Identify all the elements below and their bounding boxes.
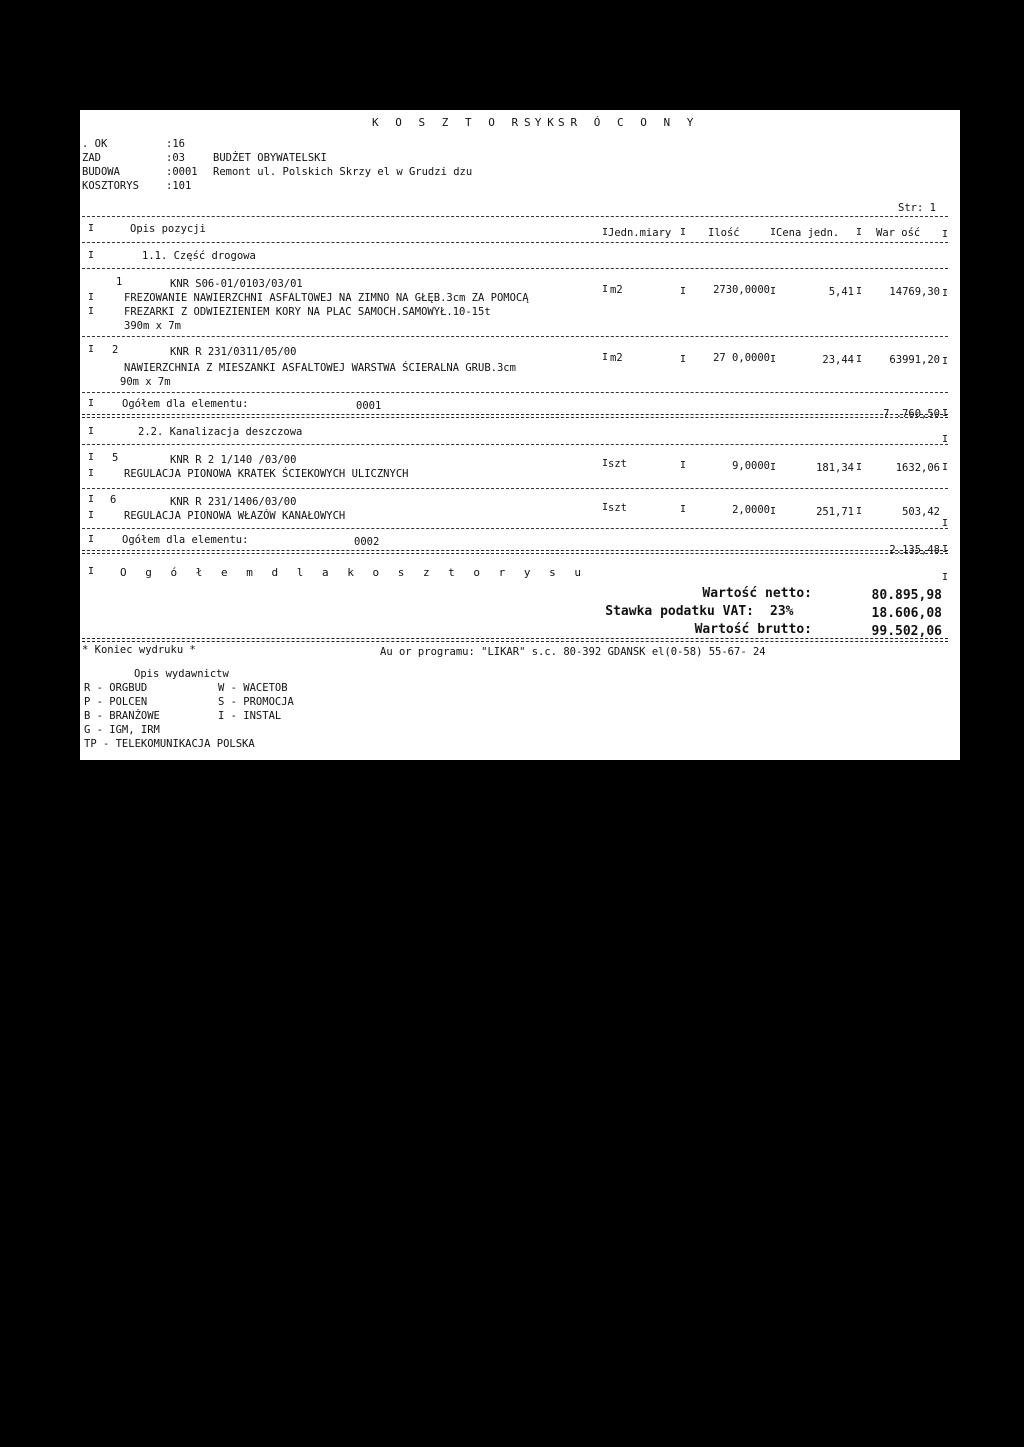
- col-bar: I: [680, 286, 687, 297]
- col-bar: I: [602, 352, 609, 363]
- position-quantity: 2730,0000: [713, 284, 770, 296]
- col-bar: I: [88, 306, 95, 317]
- col-bar: I: [88, 398, 95, 409]
- section-rule: [82, 444, 948, 445]
- col-bar: I: [602, 502, 609, 513]
- meta-budowa-value: :0001: [166, 166, 198, 178]
- document-title-suffix: S K R Ó C O N Y: [524, 116, 699, 129]
- element-total-label: Ogółem dla elementu:: [122, 398, 249, 410]
- position-unit-price: 5,41: [828, 286, 854, 298]
- element-total-value: 2.135,48: [889, 544, 940, 556]
- col-header-wartosc: War ość: [876, 227, 921, 239]
- header-rule-top: [82, 216, 948, 217]
- row-rule: [82, 528, 948, 529]
- col-bar: I: [680, 227, 687, 238]
- position-number: 2: [112, 344, 119, 356]
- position-unit: szt: [608, 458, 627, 470]
- col-bar: I: [856, 462, 863, 473]
- section-title: 2.2. Kanalizacja deszczowa: [138, 426, 303, 438]
- col-bar: I: [942, 356, 949, 367]
- col-bar: I: [770, 227, 777, 238]
- col-bar: I: [680, 504, 687, 515]
- col-bar: I: [770, 286, 777, 297]
- position-desc-line: FREZOWANIE NAWIERZCHNI ASFALTOWEJ NA ZIMNO NA GŁĘB.3cm ZA POMOCĄ: [124, 292, 529, 304]
- col-header-jm: Jedn.miary: [608, 227, 672, 239]
- element-total-code: 0002: [354, 536, 380, 548]
- col-bar: I: [88, 292, 95, 303]
- col-bar: I: [942, 462, 949, 473]
- legend-title: Opis wydawnictw: [134, 668, 229, 680]
- element-total-label: Ogółem dla elementu:: [122, 534, 249, 546]
- position-code: KNR R 231/0311/05/00: [170, 346, 297, 358]
- col-bar: I: [88, 566, 95, 577]
- legend-item: W - WACETOB: [218, 682, 288, 694]
- position-code: KNR S06-01/0103/03/01: [170, 278, 303, 290]
- brutto-label: Wartość brutto:: [694, 622, 812, 637]
- col-bar: I: [942, 408, 949, 419]
- position-quantity: 9,0000: [732, 460, 770, 472]
- col-bar: I: [88, 510, 95, 521]
- double-rule: [82, 414, 948, 418]
- position-desc-line: NAWIERZCHNIA Z MIESZANKI ASFALTOWEJ WARSTWA ŚCIERALNA GRUB.3cm: [124, 362, 516, 374]
- col-bar: I: [88, 344, 95, 355]
- meta-budowa-desc: Remont ul. Polskich Skrzy el w Grudzi dzu: [213, 166, 473, 178]
- end-of-print: * Koniec wydruku *: [82, 644, 196, 656]
- position-quantity: 2,0000: [732, 504, 770, 516]
- col-bar: I: [942, 434, 949, 445]
- row-rule: [82, 392, 948, 393]
- position-code: KNR R 2 1/140 /03/00: [170, 454, 297, 466]
- position-quantity: 27 0,0000: [713, 352, 770, 364]
- meta-ok-value: :16: [166, 138, 185, 150]
- position-desc-line: REGULACJA PIONOWA WŁAZÓW KANAŁOWYCH: [124, 510, 346, 522]
- position-desc-line: REGULACJA PIONOWA KRATEK ŚCIEKOWYCH ULICZNYCH: [124, 468, 409, 480]
- col-bar: I: [770, 462, 777, 473]
- col-bar: I: [88, 534, 95, 545]
- position-unit: m2: [610, 284, 623, 296]
- section-title: 1.1. Część drogowa: [142, 250, 256, 262]
- col-bar: I: [770, 506, 777, 517]
- meta-zad-value: :03: [166, 152, 185, 164]
- col-bar: I: [680, 354, 687, 365]
- position-value: 1632,06: [895, 462, 940, 474]
- position-value: 14769,30: [889, 286, 940, 298]
- position-number: 1: [116, 276, 123, 288]
- vat-label: Stawka podatku VAT:: [605, 604, 754, 619]
- page-number: Str: 1: [898, 202, 936, 214]
- col-bar: I: [680, 460, 687, 471]
- position-desc-line: 390m x 7m: [124, 320, 181, 332]
- col-bar: I: [88, 223, 95, 234]
- position-unit-price: 23,44: [822, 354, 854, 366]
- col-bar: I: [942, 544, 949, 555]
- col-bar: I: [942, 518, 949, 529]
- col-bar: I: [856, 286, 863, 297]
- row-rule: [82, 488, 948, 489]
- col-header-cena: Cena jedn.: [776, 227, 840, 239]
- position-unit: m2: [610, 352, 623, 364]
- legend-item: R - ORGBUD: [84, 682, 148, 694]
- summary-rule: [82, 638, 948, 642]
- col-bar: I: [942, 288, 949, 299]
- meta-kosztorys-value: :101: [166, 180, 192, 192]
- program-author: Au or programu: "LIKAR" s.c. 80-392 GDANSK el(0-58) 55-67- 24: [380, 646, 766, 658]
- col-bar: I: [942, 229, 949, 240]
- legend-item: TP - TELEKOMUNIKACJA POLSKA: [84, 738, 255, 750]
- legend-item: G - IGM, IRM: [84, 724, 160, 736]
- position-desc-line: 90m x 7m: [120, 376, 171, 388]
- col-header-opis: Opis pozycji: [130, 223, 206, 235]
- legend-item: P - POLCEN: [84, 696, 148, 708]
- brutto-value: 99.502,06: [871, 624, 942, 639]
- col-bar: I: [856, 227, 863, 238]
- position-unit-price: 251,71: [816, 506, 854, 518]
- vat-rate: 23%: [770, 604, 794, 619]
- header-rule-bottom: [82, 242, 948, 243]
- document-title: K O S Z T O R Y S: [372, 116, 570, 129]
- position-code: KNR R 231/1406/03/00: [170, 496, 297, 508]
- legend-item: B - BRANŻOWE: [84, 710, 160, 722]
- col-bar: I: [88, 426, 95, 437]
- legend-item: I - INSTAL: [218, 710, 282, 722]
- col-bar: I: [856, 506, 863, 517]
- position-value: 63991,20: [889, 354, 940, 366]
- element-total-value: 7 .760,50: [883, 408, 940, 420]
- legend-item: S - PROMOCJA: [218, 696, 294, 708]
- meta-kosztorys-key: KOSZTORYS: [82, 180, 139, 192]
- netto-value: 80.895,98: [871, 588, 942, 603]
- row-rule: [82, 336, 948, 337]
- meta-ok-key: . OK: [82, 138, 108, 150]
- position-number: 5: [112, 452, 119, 464]
- position-unit-price: 181,34: [816, 462, 854, 474]
- col-bar: I: [602, 227, 609, 238]
- col-bar: I: [88, 452, 95, 463]
- grand-total-label: O g ó ł e m d l a k o s z t o r y s u: [120, 566, 588, 579]
- meta-zad-desc: BUDŻET OBYWATELSKI: [213, 152, 327, 164]
- col-bar: I: [942, 572, 949, 583]
- position-value: 503,42: [902, 506, 940, 518]
- meta-zad-key: ZAD: [82, 152, 101, 164]
- meta-budowa-key: BUDOWA: [82, 166, 120, 178]
- col-bar: I: [602, 458, 609, 469]
- col-bar: I: [602, 284, 609, 295]
- double-rule: [82, 550, 948, 554]
- col-bar: I: [856, 354, 863, 365]
- element-total-code: 0001: [356, 400, 382, 412]
- col-bar: I: [770, 354, 777, 365]
- vat-value: 18.606,08: [871, 606, 942, 621]
- position-unit: szt: [608, 502, 627, 514]
- col-bar: I: [88, 494, 95, 505]
- netto-label: Wartość netto:: [702, 586, 812, 601]
- col-header-ilosc: Ilość: [708, 227, 740, 239]
- col-bar: I: [88, 468, 95, 479]
- section-rule: [82, 268, 948, 269]
- position-desc-line: FREZARKI Z ODWIEZIENIEM KORY NA PLAC SAMOCH.SAMOWYŁ.10-15t: [124, 306, 491, 318]
- position-number: 6: [110, 494, 117, 506]
- cost-estimate-page: [80, 110, 960, 760]
- col-bar: I: [88, 250, 95, 261]
